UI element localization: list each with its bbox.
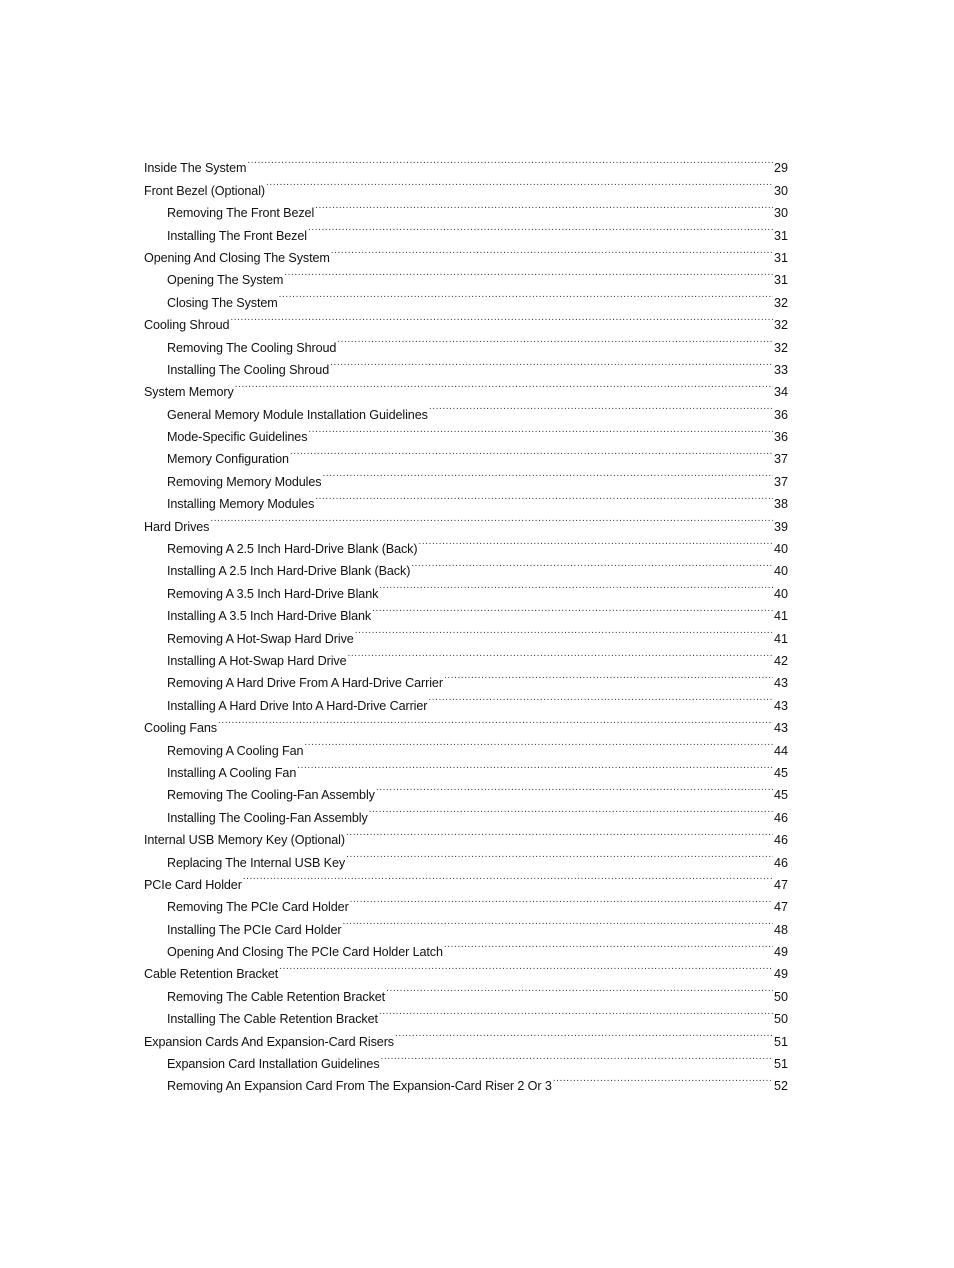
toc-dot-leader [355,620,773,642]
toc-dot-leader [429,396,773,418]
toc-entry-title: Replacing The Internal USB Key [167,855,346,870]
toc-dot-leader [337,329,773,351]
toc-entry-title: Mode-Specific Guidelines [167,430,308,445]
toc-page-number: 43 [773,676,788,691]
toc-page-number: 37 [773,474,788,489]
toc-dot-leader [346,822,773,844]
toc-entry-title: Opening And Closing The System [144,250,330,265]
toc-page-number: 51 [773,1034,788,1049]
toc-dot-leader [284,262,773,284]
toc-page-number: 32 [773,318,788,333]
toc-dot-leader [350,889,773,911]
toc-dot-leader [279,284,773,306]
toc-dot-leader [235,374,773,396]
toc-entry-title: System Memory [144,385,234,400]
toc-entry-title: Installing Memory Modules [167,497,315,512]
toc-entry-title: Closing The System [167,295,278,310]
toc-page-number: 47 [773,877,788,892]
toc-entry-title: Removing A 3.5 Inch Hard-Drive Blank [167,586,379,601]
toc-section-entry[interactable] [144,307,788,333]
toc-dot-leader [243,867,773,889]
toc-page-number: 51 [773,1057,788,1072]
toc-dot-leader [411,553,773,575]
toc-entry-title: Expansion Card Installation Guidelines [167,1057,380,1072]
toc-section-entry[interactable] [144,710,788,736]
toc-page-number: 43 [773,698,788,713]
toc-entry-title: Removing A Cooling Fan [167,743,304,758]
toc-dot-leader [315,195,773,217]
toc-section-entry[interactable] [144,150,788,176]
toc-entry-title: Removing Memory Modules [167,474,322,489]
toc-dot-leader [369,799,773,821]
toc-page-number: 41 [773,609,788,624]
toc-entry-title: General Memory Module Installation Guidelines [167,407,428,422]
toc-entry-title: Removing An Expansion Card From The Expansion-Card Riser 2 Or 3 [167,1079,552,1094]
toc-entry-title: Removing A Hot-Swap Hard Drive [167,631,354,646]
toc-entry-title: Removing The Cooling Shroud [167,340,337,355]
toc-dot-leader [348,643,773,665]
toc-page-number: 42 [773,653,788,668]
toc-dot-leader [372,598,773,620]
toc-entry-title: Installing A Cooling Fan [167,765,297,780]
toc-page-number: 32 [773,340,788,355]
toc-entry-title: Removing A Hard Drive From A Hard-Drive Carrier [167,676,443,691]
toc-page-number: 40 [773,564,788,579]
toc-page-number: 31 [773,250,788,265]
toc-page-number: 45 [773,765,788,780]
toc-entry-title: Removing The PCIe Card Holder [167,900,349,915]
toc-dot-leader [279,956,773,978]
toc-page-number: 48 [773,922,788,937]
toc-entry-title: Installing A Hot-Swap Hard Drive [167,653,347,668]
toc-entry-title: Installing The PCIe Card Holder [167,922,342,937]
toc-entry-title: Opening The System [167,273,284,288]
toc-page-number: 49 [773,945,788,960]
toc-dot-leader [428,687,773,709]
toc-page-number: 30 [773,206,788,221]
toc-page-number: 40 [773,586,788,601]
toc-page-number: 37 [773,452,788,467]
toc-entry-title: Inside The System [144,161,247,176]
toc-dot-leader [308,419,773,441]
toc-page-number: 46 [773,855,788,870]
toc-dot-leader [444,665,773,687]
toc-page-number: 29 [773,161,788,176]
toc-entry-title: Installing A 2.5 Inch Hard-Drive Blank (Back) [167,564,411,579]
toc-page-number: 49 [773,967,788,982]
toc-subsection-entry[interactable] [144,396,788,422]
toc-entry-title: Removing The Cable Retention Bracket [167,989,386,1004]
toc-page-number: 50 [773,989,788,1004]
toc-entry-title: Removing The Front Bezel [167,206,315,221]
toc-entry-title: Opening And Closing The PCIe Card Holder Latch [167,945,443,960]
toc-dot-leader [230,307,773,329]
toc-page-number: 30 [773,183,788,198]
toc-entry-title: Front Bezel (Optional) [144,183,265,198]
toc-page-number: 39 [773,519,788,534]
toc-entry-title: Internal USB Memory Key (Optional) [144,833,345,848]
toc-dot-leader [308,217,773,239]
toc-entry-title: Removing The Cooling-Fan Assembly [167,788,375,803]
toc-entry-title: Installing The Front Bezel [167,228,307,243]
toc-dot-leader [381,1046,773,1068]
toc-entry-title: Installing A 3.5 Inch Hard-Drive Blank [167,609,372,624]
toc-dot-leader [342,911,773,933]
toc-entry-title: Installing A Hard Drive Into A Hard-Drive Carrier [167,698,428,713]
toc-dot-leader [315,486,773,508]
toc-dot-leader [210,508,773,530]
toc-dot-leader [379,1001,773,1023]
toc-page-number: 45 [773,788,788,803]
toc-dot-leader [218,710,773,732]
toc-subsection-entry[interactable] [144,531,788,557]
toc-section-entry[interactable] [144,374,788,400]
toc-page-number: 43 [773,721,788,736]
toc-page-number: 41 [773,631,788,646]
toc-dot-leader [330,352,773,374]
toc-dot-leader [553,1068,773,1090]
toc-dot-leader [395,1023,773,1045]
toc-entry-title: PCIe Card Holder [144,877,242,892]
toc-dot-leader [290,441,773,463]
toc-page-number: 31 [773,273,788,288]
toc-page-number: 34 [773,385,788,400]
toc-page-number: 33 [773,362,788,377]
toc-page-number: 50 [773,1012,788,1027]
toc-page-number: 36 [773,430,788,445]
toc-page-number: 40 [773,542,788,557]
toc-section-entry[interactable] [144,508,788,534]
toc-dot-leader [247,150,773,172]
toc-page-number: 46 [773,833,788,848]
toc-dot-leader [297,755,773,777]
toc-entry-title: Hard Drives [144,519,210,534]
toc-dot-leader [418,531,773,553]
toc-page-number: 38 [773,497,788,512]
toc-page-number: 36 [773,407,788,422]
toc-entry-title: Cooling Fans [144,721,218,736]
toc-subsection-entry[interactable] [144,329,788,355]
toc-subsection-entry[interactable] [144,732,788,758]
toc-entry-title: Installing The Cable Retention Bracket [167,1012,378,1027]
toc-entry-title: Cooling Shroud [144,318,230,333]
toc-page-number: 44 [773,743,788,758]
toc-dot-leader [376,777,773,799]
toc-dot-leader [322,463,773,485]
toc-dot-leader [304,732,773,754]
toc-dot-leader [386,978,773,1000]
toc-page-number: 52 [773,1079,788,1094]
table-of-contents [144,150,788,1094]
toc-page-number: 47 [773,900,788,915]
toc-entry-title: Removing A 2.5 Inch Hard-Drive Blank (Back) [167,542,418,557]
toc-entry-title: Cable Retention Bracket [144,967,279,982]
toc-page-number: 46 [773,810,788,825]
toc-entry-title: Installing The Cooling-Fan Assembly [167,810,368,825]
toc-dot-leader [444,934,773,956]
toc-entry-title: Expansion Cards And Expansion-Card Risers [144,1034,395,1049]
toc-dot-leader [266,172,773,194]
toc-dot-leader [379,575,773,597]
toc-dot-leader [331,240,773,262]
toc-entry-title: Memory Configuration [167,452,289,467]
toc-dot-leader [346,844,773,866]
toc-page-number: 31 [773,228,788,243]
toc-page-number: 32 [773,295,788,310]
toc-entry-title: Installing The Cooling Shroud [167,362,330,377]
